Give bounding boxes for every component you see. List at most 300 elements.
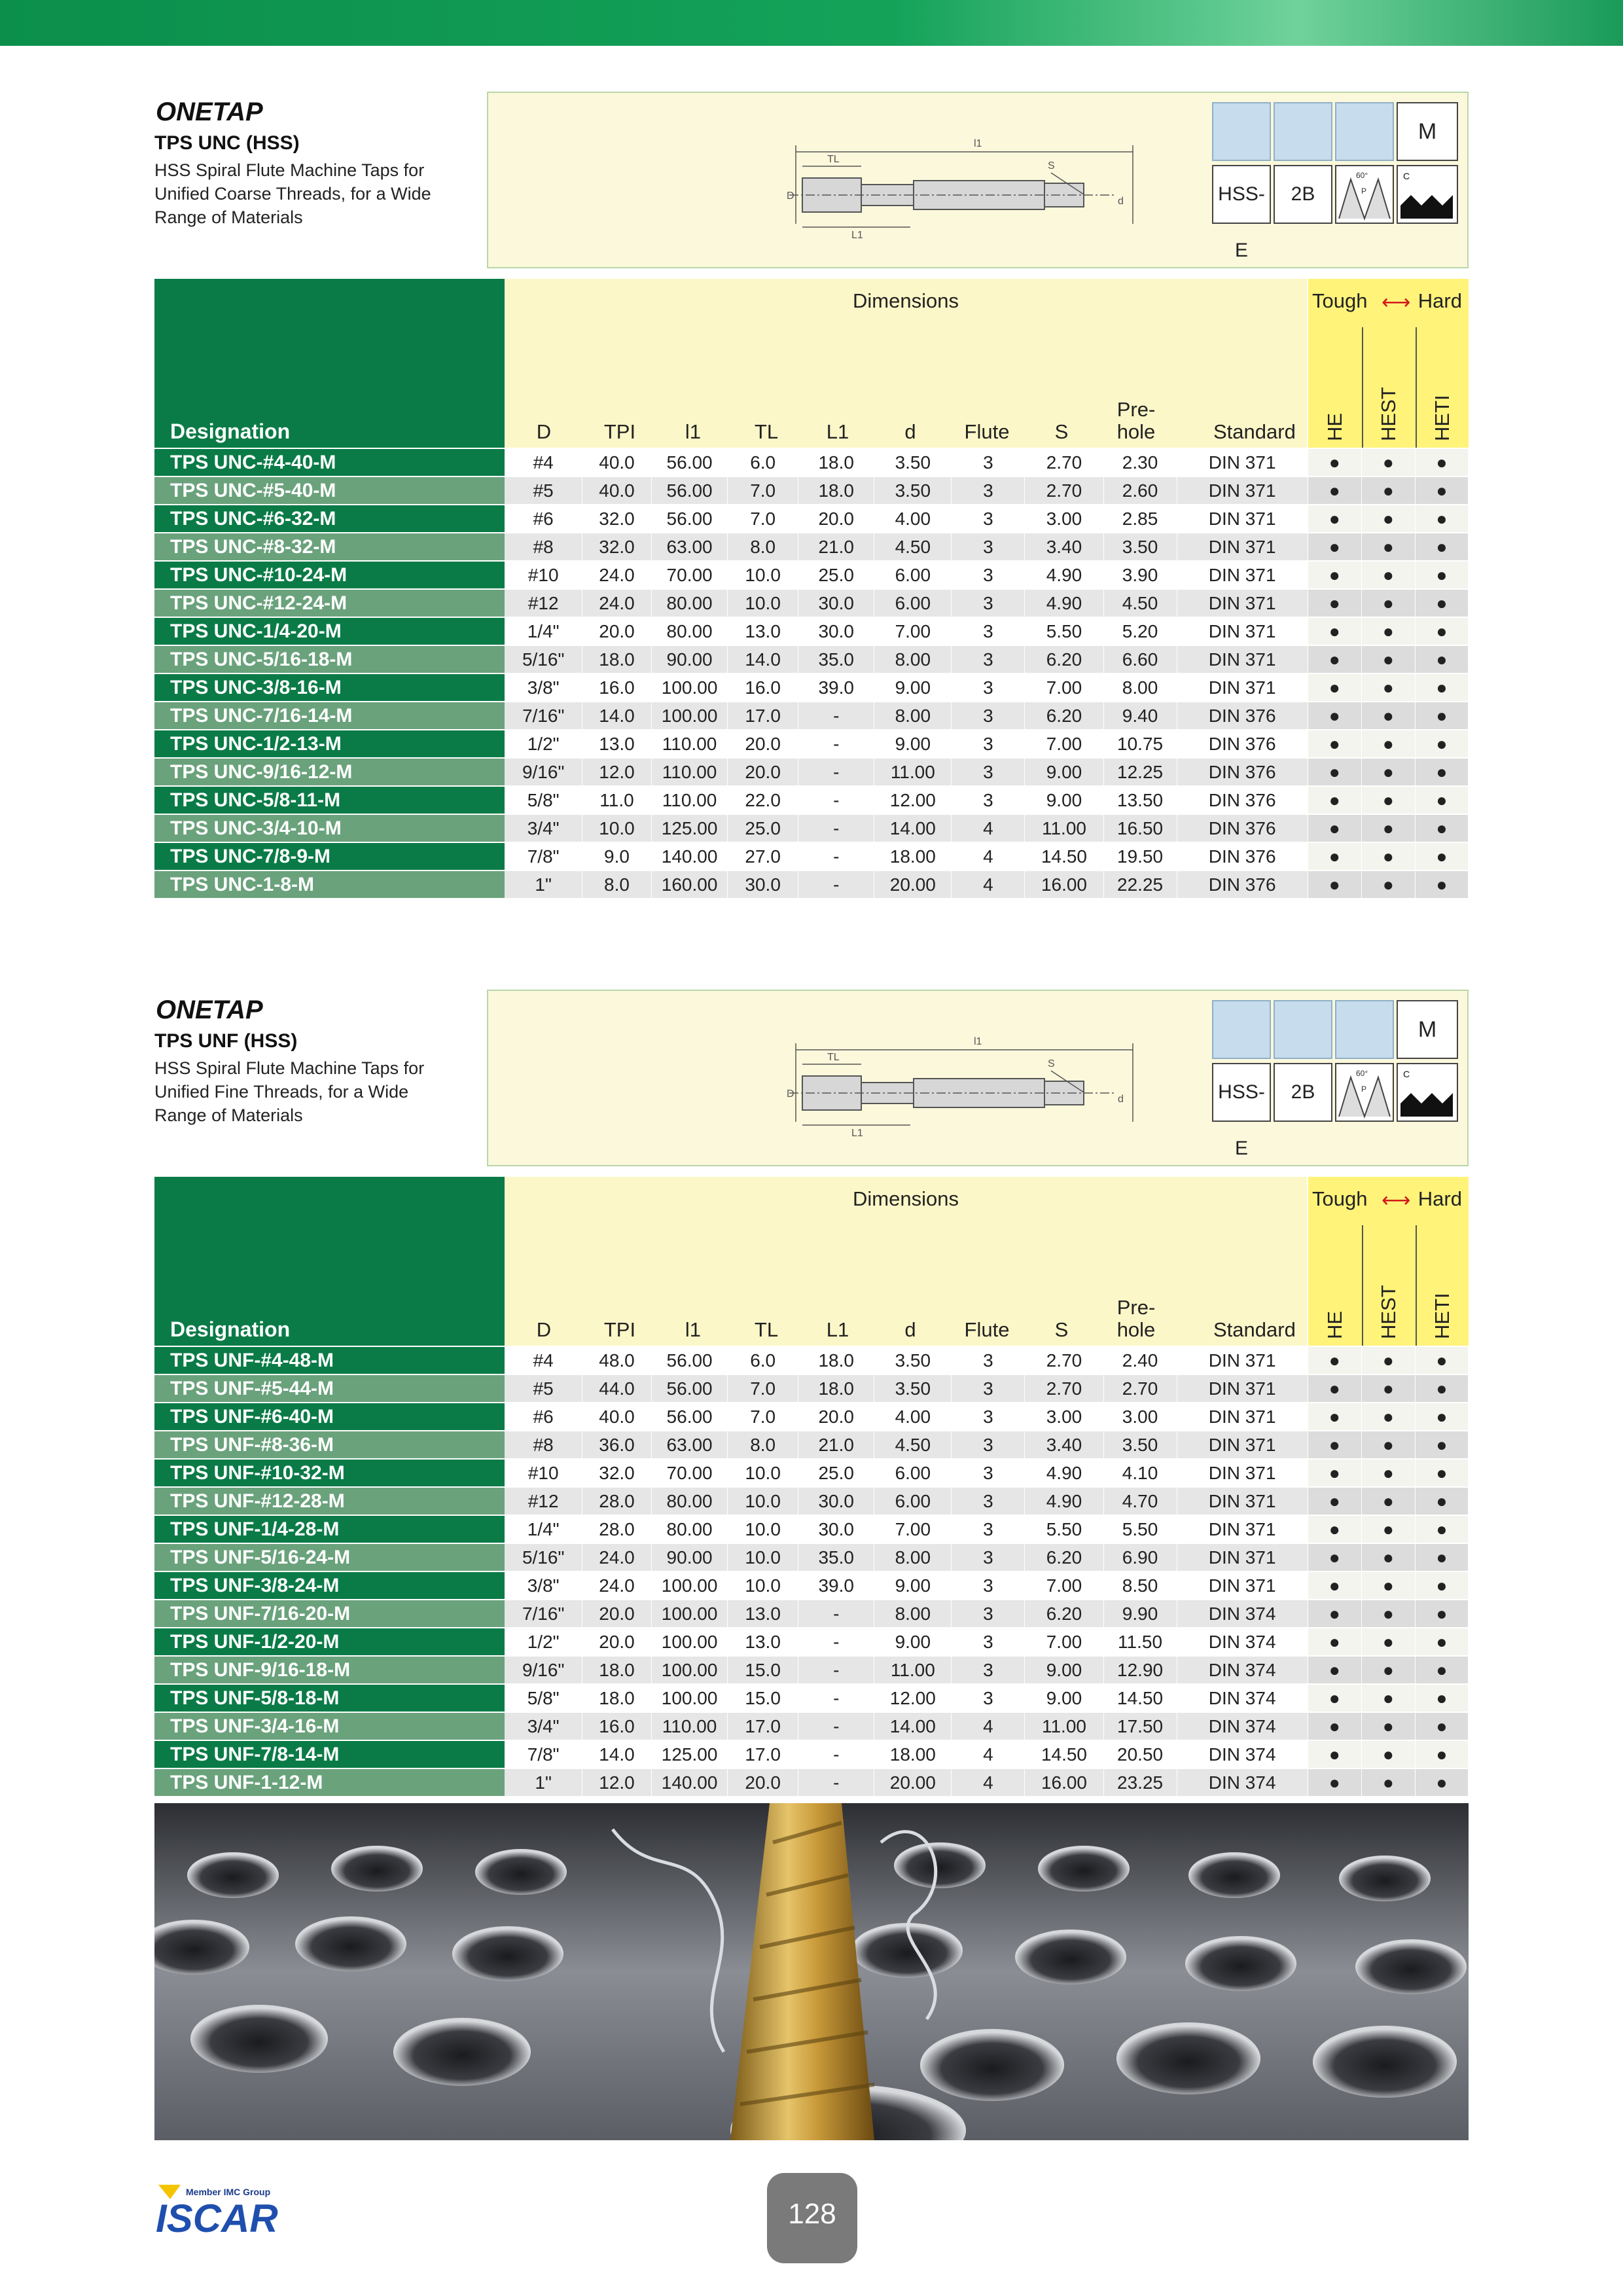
cell-tl: 17.0 bbox=[728, 702, 798, 730]
cell-standard: DIN 371 bbox=[1177, 1403, 1308, 1431]
cell-flute: 3 bbox=[952, 589, 1025, 617]
cell-flute: 3 bbox=[952, 1431, 1025, 1459]
cell-standard: DIN 371 bbox=[1177, 617, 1308, 645]
cell-l1: 30.0 bbox=[798, 1487, 874, 1515]
cell-grade-heti: ● bbox=[1415, 842, 1468, 870]
cell-s: 9.00 bbox=[1025, 786, 1103, 814]
cell-d: 3.50 bbox=[874, 1347, 952, 1374]
cell-prehole: 13.50 bbox=[1103, 786, 1177, 814]
cell-designation: TPS UNC-3/8-16-M bbox=[154, 673, 505, 702]
cell-s: 4.90 bbox=[1025, 1459, 1103, 1487]
dimensions-table bbox=[154, 1347, 1469, 1797]
cell-grade-he: ● bbox=[1308, 1684, 1361, 1712]
brand-text: ONETAP bbox=[156, 98, 263, 126]
cell-standard: DIN 371 bbox=[1177, 476, 1308, 505]
cell-flute: 3 bbox=[952, 1403, 1025, 1431]
cell-designation: TPS UNC-#6-32-M bbox=[154, 505, 505, 533]
cell-designation: TPS UNC-#12-24-M bbox=[154, 589, 505, 617]
cell-l1: 100.00 bbox=[652, 1684, 728, 1712]
cell-d: 12.00 bbox=[874, 1684, 952, 1712]
cell-s: 9.00 bbox=[1025, 1656, 1103, 1684]
cell-l1: 70.00 bbox=[652, 561, 728, 589]
cell-grade-he: ● bbox=[1308, 1712, 1361, 1740]
cell-tpi: 44.0 bbox=[582, 1374, 651, 1403]
cell-d: 11.00 bbox=[874, 1656, 952, 1684]
cell-grade-he: ● bbox=[1308, 1600, 1361, 1628]
cell-standard: DIN 371 bbox=[1177, 1571, 1308, 1600]
col-tpi: TPI bbox=[603, 420, 636, 443]
cell-standard: DIN 374 bbox=[1177, 1740, 1308, 1768]
cell-prehole: 12.90 bbox=[1103, 1656, 1177, 1684]
table-row bbox=[154, 730, 1469, 758]
cell-flute: 3 bbox=[952, 786, 1025, 814]
cell-d: 8.00 bbox=[874, 645, 952, 673]
cell-s: 3.40 bbox=[1025, 1431, 1103, 1459]
cell-tpi: 24.0 bbox=[582, 589, 651, 617]
cell-flute: 3 bbox=[952, 1656, 1025, 1684]
cell-tl: 20.0 bbox=[728, 758, 798, 786]
cell-grade-he: ● bbox=[1308, 589, 1361, 617]
grade-he: HE bbox=[1323, 1310, 1346, 1339]
cell-flute: 3 bbox=[952, 1487, 1025, 1515]
table-row bbox=[154, 476, 1469, 505]
cell-prehole: 5.50 bbox=[1103, 1515, 1177, 1543]
cell-grade-heti: ● bbox=[1415, 814, 1468, 842]
cell-l1: 140.00 bbox=[652, 1768, 728, 1797]
cell-s: 16.00 bbox=[1025, 1768, 1103, 1797]
cell-d: 3/8" bbox=[505, 1571, 582, 1600]
grade-hest: HEST bbox=[1377, 387, 1400, 441]
cell-grade-hest: ● bbox=[1361, 758, 1415, 786]
cell-standard: DIN 374 bbox=[1177, 1684, 1308, 1712]
col-l1: l1 bbox=[685, 420, 702, 443]
tap-dimension-drawing bbox=[776, 132, 1169, 243]
cell-grade-hest: ● bbox=[1361, 1656, 1415, 1684]
cell-grade-he: ● bbox=[1308, 730, 1361, 758]
cell-l1: 90.00 bbox=[652, 645, 728, 673]
cell-grade-heti: ● bbox=[1415, 1768, 1468, 1797]
cell-l1: 110.00 bbox=[652, 1712, 728, 1740]
cell-l1: - bbox=[798, 758, 874, 786]
cell-s: 5.50 bbox=[1025, 617, 1103, 645]
cell-standard: DIN 374 bbox=[1177, 1712, 1308, 1740]
cell-l1: 39.0 bbox=[798, 1571, 874, 1600]
product-title: TPS UNC (HSS) bbox=[154, 132, 300, 154]
cell-grade-he: ● bbox=[1308, 449, 1361, 476]
pitch-text: P bbox=[1361, 187, 1367, 196]
label-d: d bbox=[1118, 196, 1124, 207]
tapping-photo-illustration bbox=[154, 1803, 1469, 2140]
table-row bbox=[154, 645, 1469, 673]
table-row bbox=[154, 1571, 1469, 1600]
cell-grade-heti: ● bbox=[1415, 1571, 1468, 1600]
table-row bbox=[154, 1684, 1469, 1712]
cell-designation: TPS UNC-#4-40-M bbox=[154, 449, 505, 476]
cell-standard: DIN 374 bbox=[1177, 1600, 1308, 1628]
cell-grade-heti: ● bbox=[1415, 561, 1468, 589]
cell-d: #6 bbox=[505, 505, 582, 533]
brand-text: ONETAP bbox=[156, 996, 263, 1024]
cell-grade-hest: ● bbox=[1361, 505, 1415, 533]
cell-d: 5/8" bbox=[505, 1684, 582, 1712]
cell-standard: DIN 371 bbox=[1177, 449, 1308, 476]
cell-tl: 15.0 bbox=[728, 1656, 798, 1684]
cell-d: 3.50 bbox=[874, 1374, 952, 1403]
cell-grade-hest: ● bbox=[1361, 1740, 1415, 1768]
cell-l1: - bbox=[798, 1768, 874, 1797]
cell-standard: DIN 374 bbox=[1177, 1768, 1308, 1797]
cell-tpi: 32.0 bbox=[582, 533, 651, 561]
cell-grade-he: ● bbox=[1308, 673, 1361, 702]
cell-grade-heti: ● bbox=[1415, 1515, 1468, 1543]
table-row bbox=[154, 1403, 1469, 1431]
cell-flute: 3 bbox=[952, 1684, 1025, 1712]
cell-tpi: 48.0 bbox=[582, 1347, 651, 1374]
cell-d: 9/16" bbox=[505, 1656, 582, 1684]
cell-standard: DIN 374 bbox=[1177, 1656, 1308, 1684]
cell-grade-hest: ● bbox=[1361, 1543, 1415, 1571]
chamfer-text: C bbox=[1403, 171, 1410, 181]
cell-l1: 20.0 bbox=[798, 505, 874, 533]
cell-grade-hest: ● bbox=[1361, 814, 1415, 842]
cell-grade-heti: ● bbox=[1415, 673, 1468, 702]
cell-standard: DIN 371 bbox=[1177, 1431, 1308, 1459]
cell-designation: TPS UNC-5/8-11-M bbox=[154, 786, 505, 814]
onetap-logo bbox=[154, 990, 285, 1029]
col-small-d: d bbox=[904, 1318, 916, 1341]
tap-dimension-drawing bbox=[776, 1030, 1169, 1141]
cell-prehole: 8.00 bbox=[1103, 673, 1177, 702]
cell-d: #5 bbox=[505, 1374, 582, 1403]
cell-d: #4 bbox=[505, 449, 582, 476]
cell-designation: TPS UNC-#5-40-M bbox=[154, 476, 505, 505]
blind-hole-icon bbox=[1212, 102, 1271, 161]
cell-designation: TPS UNF-7/16-20-M bbox=[154, 1600, 505, 1628]
cell-l1: 21.0 bbox=[798, 1431, 874, 1459]
cell-l1: - bbox=[798, 1628, 874, 1656]
cell-designation: TPS UNF-3/4-16-M bbox=[154, 1712, 505, 1740]
cell-l1: 56.00 bbox=[652, 476, 728, 505]
cell-d: #10 bbox=[505, 561, 582, 589]
cell-s: 4.90 bbox=[1025, 589, 1103, 617]
cell-flute: 3 bbox=[952, 533, 1025, 561]
cell-grade-he: ● bbox=[1308, 842, 1361, 870]
cell-tpi: 16.0 bbox=[582, 673, 651, 702]
cell-designation: TPS UNF-1/2-20-M bbox=[154, 1628, 505, 1656]
cell-tpi: 13.0 bbox=[582, 730, 651, 758]
cell-tpi: 14.0 bbox=[582, 702, 651, 730]
cell-tpi: 8.0 bbox=[582, 870, 651, 899]
cell-grade-hest: ● bbox=[1361, 1431, 1415, 1459]
table-row bbox=[154, 1600, 1469, 1628]
cell-grade-heti: ● bbox=[1415, 1403, 1468, 1431]
table-row bbox=[154, 533, 1469, 561]
cell-d: 5/16" bbox=[505, 645, 582, 673]
cell-d: 7/16" bbox=[505, 702, 582, 730]
cell-grade-hest: ● bbox=[1361, 1459, 1415, 1487]
cell-grade-heti: ● bbox=[1415, 702, 1468, 730]
table-row bbox=[154, 1374, 1469, 1403]
cell-s: 16.00 bbox=[1025, 870, 1103, 899]
cell-s: 3.00 bbox=[1025, 505, 1103, 533]
cell-s: 2.70 bbox=[1025, 476, 1103, 505]
cell-d: 4.00 bbox=[874, 505, 952, 533]
cell-designation: TPS UNF-5/8-18-M bbox=[154, 1684, 505, 1712]
table-row bbox=[154, 1487, 1469, 1515]
col-standard: Standard bbox=[1213, 420, 1296, 443]
cell-grade-he: ● bbox=[1308, 702, 1361, 730]
thread-angle-icon bbox=[1335, 1063, 1394, 1122]
cell-l1: 30.0 bbox=[798, 1515, 874, 1543]
cell-l1: 18.0 bbox=[798, 449, 874, 476]
pitch-text: P bbox=[1361, 1085, 1367, 1094]
cell-l1: 56.00 bbox=[652, 505, 728, 533]
cell-l1: 110.00 bbox=[652, 758, 728, 786]
cell-d: 7/8" bbox=[505, 1740, 582, 1768]
cell-prehole: 6.90 bbox=[1103, 1543, 1177, 1571]
tolerance-label: 2B bbox=[1274, 165, 1332, 224]
cell-prehole: 3.50 bbox=[1103, 533, 1177, 561]
cell-grade-he: ● bbox=[1308, 1656, 1361, 1684]
cell-grade-hest: ● bbox=[1361, 1628, 1415, 1656]
col-flute: Flute bbox=[964, 420, 1010, 443]
cell-grade-heti: ● bbox=[1415, 730, 1468, 758]
col-tl: TL bbox=[754, 420, 779, 443]
tap-drawing-box bbox=[487, 990, 1469, 1166]
cell-standard: DIN 371 bbox=[1177, 589, 1308, 617]
cell-l1: 70.00 bbox=[652, 1459, 728, 1487]
cell-grade-heti: ● bbox=[1415, 1347, 1468, 1374]
cell-d: 1/4" bbox=[505, 1515, 582, 1543]
angle-text: 60° bbox=[1356, 171, 1368, 180]
cell-flute: 3 bbox=[952, 758, 1025, 786]
cell-d: 3/8" bbox=[505, 673, 582, 702]
cell-l1: 100.00 bbox=[652, 1628, 728, 1656]
col-d: D bbox=[536, 1318, 552, 1341]
label-D: D bbox=[787, 190, 794, 202]
cell-prehole: 2.70 bbox=[1103, 1374, 1177, 1403]
cell-standard: DIN 376 bbox=[1177, 758, 1308, 786]
cell-prehole: 4.10 bbox=[1103, 1459, 1177, 1487]
cell-l1: 80.00 bbox=[652, 1515, 728, 1543]
table-row bbox=[154, 814, 1469, 842]
cell-tl: 13.0 bbox=[728, 1628, 798, 1656]
cell-designation: TPS UNF-#4-48-M bbox=[154, 1347, 505, 1374]
cell-s: 7.00 bbox=[1025, 730, 1103, 758]
double-arrow-icon: ⟷ bbox=[1382, 291, 1411, 314]
cell-grade-he: ● bbox=[1308, 1628, 1361, 1656]
cell-s: 9.00 bbox=[1025, 758, 1103, 786]
cell-grade-hest: ● bbox=[1361, 870, 1415, 899]
cell-tpi: 18.0 bbox=[582, 645, 651, 673]
product-photo bbox=[154, 1803, 1469, 2140]
cell-grade-he: ● bbox=[1308, 1459, 1361, 1487]
cell-tl: 16.0 bbox=[728, 673, 798, 702]
cell-grade-heti: ● bbox=[1415, 1600, 1468, 1628]
cell-grade-he: ● bbox=[1308, 476, 1361, 505]
cell-standard: DIN 376 bbox=[1177, 842, 1308, 870]
cell-standard: DIN 376 bbox=[1177, 870, 1308, 899]
product-description: HSS Spiral Flute Machine Taps for Unified Coarse Threads, for a Wide Range of Materials bbox=[154, 160, 431, 227]
cell-grade-hest: ● bbox=[1361, 1684, 1415, 1712]
cell-flute: 3 bbox=[952, 1347, 1025, 1374]
cell-prehole: 19.50 bbox=[1103, 842, 1177, 870]
header-hard: Hard bbox=[1418, 1187, 1462, 1210]
cell-d: 9.00 bbox=[874, 1571, 952, 1600]
cell-flute: 3 bbox=[952, 449, 1025, 476]
cell-l1: 125.00 bbox=[652, 1740, 728, 1768]
material-label: HSS-E bbox=[1212, 165, 1271, 224]
cell-l1: 63.00 bbox=[652, 533, 728, 561]
cell-standard: DIN 371 bbox=[1177, 505, 1308, 533]
cell-grade-heti: ● bbox=[1415, 1684, 1468, 1712]
cell-tl: 17.0 bbox=[728, 1740, 798, 1768]
cell-grade-hest: ● bbox=[1361, 1712, 1415, 1740]
cell-prehole: 8.50 bbox=[1103, 1571, 1177, 1600]
cell-d: 18.00 bbox=[874, 842, 952, 870]
cell-flute: 3 bbox=[952, 730, 1025, 758]
cell-flute: 3 bbox=[952, 505, 1025, 533]
col-s: S bbox=[1054, 420, 1069, 443]
cell-l1: 39.0 bbox=[798, 673, 874, 702]
col-flute: Flute bbox=[964, 1318, 1010, 1341]
cell-designation: TPS UNF-3/8-24-M bbox=[154, 1571, 505, 1600]
cell-d: 4.00 bbox=[874, 1403, 952, 1431]
cell-l1: - bbox=[798, 1600, 874, 1628]
cell-s: 3.40 bbox=[1025, 533, 1103, 561]
cell-standard: DIN 371 bbox=[1177, 533, 1308, 561]
label-s: S bbox=[1048, 1058, 1055, 1069]
application-icons bbox=[1212, 102, 1461, 259]
cell-l1: 110.00 bbox=[652, 786, 728, 814]
cell-d: 3.50 bbox=[874, 449, 952, 476]
cell-grade-heti: ● bbox=[1415, 758, 1468, 786]
logo-member-text: Member IMC Group bbox=[186, 2187, 271, 2197]
cell-l1: 80.00 bbox=[652, 617, 728, 645]
cell-tpi: 14.0 bbox=[582, 1740, 651, 1768]
cell-grade-heti: ● bbox=[1415, 1740, 1468, 1768]
chamfer-icon bbox=[1397, 165, 1458, 224]
cell-tl: 20.0 bbox=[728, 1768, 798, 1797]
cell-tpi: 20.0 bbox=[582, 617, 651, 645]
cell-flute: 3 bbox=[952, 1600, 1025, 1628]
cell-s: 11.00 bbox=[1025, 814, 1103, 842]
cell-l1: 18.0 bbox=[798, 476, 874, 505]
cell-grade-he: ● bbox=[1308, 1768, 1361, 1797]
cell-s: 5.50 bbox=[1025, 1515, 1103, 1543]
cell-tl: 27.0 bbox=[728, 842, 798, 870]
cell-tpi: 10.0 bbox=[582, 814, 651, 842]
cell-d: 3/4" bbox=[505, 814, 582, 842]
cell-flute: 3 bbox=[952, 673, 1025, 702]
table-row bbox=[154, 1431, 1469, 1459]
cell-l1: 80.00 bbox=[652, 1487, 728, 1515]
cell-l1: 100.00 bbox=[652, 1600, 728, 1628]
cell-d: #12 bbox=[505, 589, 582, 617]
cell-grade-hest: ● bbox=[1361, 1571, 1415, 1600]
cell-grade-he: ● bbox=[1308, 1403, 1361, 1431]
cell-grade-hest: ● bbox=[1361, 533, 1415, 561]
cell-prehole: 17.50 bbox=[1103, 1712, 1177, 1740]
header-tough: Tough bbox=[1312, 289, 1368, 312]
cell-tl: 13.0 bbox=[728, 1600, 798, 1628]
table-row bbox=[154, 1628, 1469, 1656]
label-l1: l1 bbox=[974, 138, 982, 149]
cell-flute: 4 bbox=[952, 842, 1025, 870]
cell-tl: 7.0 bbox=[728, 1374, 798, 1403]
table-row bbox=[154, 505, 1469, 533]
header-dimensions: Dimensions bbox=[853, 1187, 959, 1210]
cell-tl: 10.0 bbox=[728, 589, 798, 617]
cell-tpi: 28.0 bbox=[582, 1515, 651, 1543]
cell-grade-he: ● bbox=[1308, 786, 1361, 814]
table-row bbox=[154, 1740, 1469, 1768]
cell-d: 9.00 bbox=[874, 1628, 952, 1656]
cell-d: #6 bbox=[505, 1403, 582, 1431]
cell-standard: DIN 376 bbox=[1177, 786, 1308, 814]
cell-tpi: 18.0 bbox=[582, 1656, 651, 1684]
cell-l1: - bbox=[798, 786, 874, 814]
application-icons bbox=[1212, 1000, 1461, 1157]
cell-l1: 25.0 bbox=[798, 561, 874, 589]
cell-prehole: 20.50 bbox=[1103, 1740, 1177, 1768]
cell-l1: - bbox=[798, 1656, 874, 1684]
iscar-logo bbox=[154, 2179, 292, 2242]
cell-d: 8.00 bbox=[874, 702, 952, 730]
cell-s: 2.70 bbox=[1025, 449, 1103, 476]
cell-designation: TPS UNF-#6-40-M bbox=[154, 1403, 505, 1431]
cell-prehole: 9.40 bbox=[1103, 702, 1177, 730]
col-L1: L1 bbox=[826, 420, 849, 443]
cell-grade-heti: ● bbox=[1415, 1628, 1468, 1656]
table-row bbox=[154, 1768, 1469, 1797]
cell-tpi: 28.0 bbox=[582, 1487, 651, 1515]
cell-designation: TPS UNC-3/4-10-M bbox=[154, 814, 505, 842]
cell-standard: DIN 371 bbox=[1177, 1515, 1308, 1543]
col-s: S bbox=[1054, 1318, 1069, 1341]
cell-flute: 3 bbox=[952, 1515, 1025, 1543]
cell-tpi: 32.0 bbox=[582, 505, 651, 533]
cell-l1: 100.00 bbox=[652, 702, 728, 730]
cell-designation: TPS UNC-7/8-9-M bbox=[154, 842, 505, 870]
cell-d: 8.00 bbox=[874, 1543, 952, 1571]
cell-standard: DIN 371 bbox=[1177, 1543, 1308, 1571]
label-tl: TL bbox=[827, 154, 840, 165]
cell-d: 7.00 bbox=[874, 617, 952, 645]
thread-form-box: M bbox=[1397, 102, 1458, 161]
col-standard: Standard bbox=[1213, 1318, 1296, 1341]
col-hole: hole bbox=[1116, 420, 1156, 443]
cell-standard: DIN 371 bbox=[1177, 645, 1308, 673]
cell-d: #8 bbox=[505, 533, 582, 561]
table-row bbox=[154, 617, 1469, 645]
cell-designation: TPS UNC-#8-32-M bbox=[154, 533, 505, 561]
thread-angle-icon bbox=[1335, 165, 1394, 224]
cell-s: 7.00 bbox=[1025, 1571, 1103, 1600]
cell-l1: - bbox=[798, 730, 874, 758]
cell-grade-he: ● bbox=[1308, 1740, 1361, 1768]
cell-d: 20.00 bbox=[874, 870, 952, 899]
cell-flute: 4 bbox=[952, 1740, 1025, 1768]
cell-tl: 10.0 bbox=[728, 1459, 798, 1487]
cell-grade-heti: ● bbox=[1415, 449, 1468, 476]
cell-designation: TPS UNF-1/4-28-M bbox=[154, 1515, 505, 1543]
cell-l1: 30.0 bbox=[798, 617, 874, 645]
cell-grade-hest: ● bbox=[1361, 1600, 1415, 1628]
cell-d: 4.50 bbox=[874, 533, 952, 561]
cell-d: 6.00 bbox=[874, 1487, 952, 1515]
cell-s: 6.20 bbox=[1025, 702, 1103, 730]
